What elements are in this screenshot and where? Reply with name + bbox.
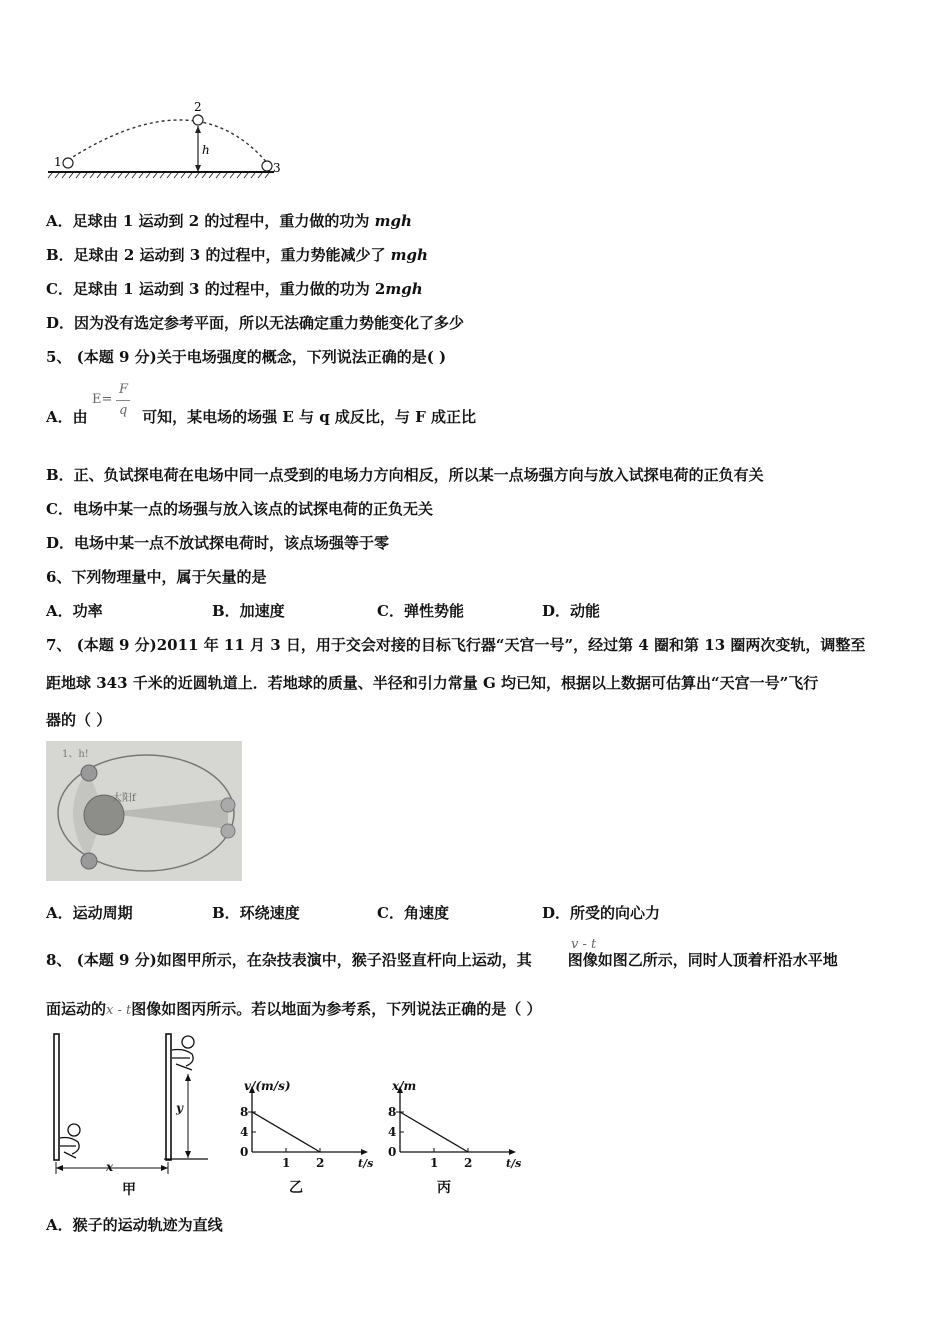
x-axis-label: t/s xyxy=(358,1157,374,1170)
football-trajectory-figure xyxy=(46,98,286,180)
label-y: y xyxy=(176,1101,183,1115)
x-tick-label: 2 xyxy=(464,1156,473,1170)
q8-option-a: A．猴子的运动轨迹为直线 xyxy=(46,1216,223,1234)
y-tick-label: 0 xyxy=(388,1145,397,1159)
x-axis-arrow xyxy=(509,1149,516,1155)
caption-jia: 甲 xyxy=(122,1182,136,1198)
label-h: h xyxy=(202,143,210,157)
monkey-bottom xyxy=(60,1124,80,1158)
q4-option-b: B．足球由 2 运动到 3 的过程中，重力势能减少了 mgh xyxy=(46,246,428,264)
chart-caption: 乙 xyxy=(289,1180,303,1196)
q7-stem-line-3: 器的（ ） xyxy=(46,711,112,729)
q6-option-d: D．动能 xyxy=(542,602,601,620)
y-axis-label: x/m xyxy=(392,1079,417,1093)
label-3: 3 xyxy=(273,161,281,175)
planet-right-1 xyxy=(221,798,235,812)
field-formula xyxy=(92,382,136,422)
formula-lhs: E= xyxy=(92,392,113,407)
q6-option-a: A．功率 xyxy=(46,602,103,620)
x-axis-label: t/s xyxy=(506,1157,522,1170)
y-tick-label: 8 xyxy=(388,1105,397,1119)
q7-option-d: D．所受的向心力 xyxy=(542,904,661,922)
series-line xyxy=(252,1112,320,1152)
x-tick-label: 2 xyxy=(316,1156,325,1170)
chart-caption: 丙 xyxy=(437,1180,451,1196)
q5-stem: 5、 (本题 9 分)关于电场强度的概念，下列说法正确的是( ) xyxy=(46,348,447,366)
label-x: x xyxy=(106,1160,114,1174)
q8-stem-line-1: 8、 (本题 9 分)如图甲所示，在杂技表演中，猴子沿竖直杆向上运动，其 图像如图乙所示，同时人顶着杆沿水平地 xyxy=(46,951,838,969)
x-axis-arrow xyxy=(361,1149,368,1155)
q4-option-d: D．因为没有选定参考平面，所以无法确定重力势能变化了多少 xyxy=(46,314,465,332)
chart-bing-xt xyxy=(372,1072,532,1204)
q7-stem-line-2: 距地球 343 千米的近圆轨道上．若地球的质量、半径和引力常量 G 均已知，根据以上数据可估算出“天宫一号”飞行 xyxy=(46,674,819,692)
q7-option-c: C．角速度 xyxy=(377,904,449,922)
q7-option-a: A．运动周期 xyxy=(46,904,133,922)
y-tick-label: 4 xyxy=(388,1125,397,1139)
y-tick-label: 0 xyxy=(240,1145,249,1159)
x-tick-label: 1 xyxy=(430,1156,439,1170)
formula-denominator: q xyxy=(119,403,128,418)
q4-option-c: C．足球由 1 运动到 3 的过程中，重力做的功为 2mgh xyxy=(46,280,423,298)
y-axis-label: v/(m/s) xyxy=(244,1079,291,1093)
q6-option-c: C．弹性势能 xyxy=(377,602,464,620)
q6-stem: 6、下列物理量中，属于矢量的是 xyxy=(46,568,267,586)
x-tick-label: 1 xyxy=(282,1156,291,1170)
photo-label-2: 太阳f xyxy=(112,793,136,804)
q8-stem-line-2: 面运动的x - t图像如图丙所示。若以地面为参考系，下列说法正确的是（ ） xyxy=(46,1000,542,1018)
q7-stem-line-1: 7、 (本题 9 分)2011 年 11 月 3 日，用于交会对接的目标飞行器“天宫一号”，经过第 4 圈和第 13 圈两次变轨，调整至 xyxy=(46,636,866,654)
planet-right-2 xyxy=(221,824,235,838)
pole-right xyxy=(166,1034,171,1160)
formula-fraction-bar xyxy=(116,400,130,401)
orbit-photo xyxy=(46,741,242,881)
q5-option-a: A．由 可知，某电场的场强 E 与 q 成反比，与 F 成正比 xyxy=(46,408,477,426)
q4-option-a: A．足球由 1 运动到 2 的过程中，重力做的功为 mgh xyxy=(46,212,412,230)
chart-yi-vt xyxy=(224,1072,374,1204)
q5-option-d: D．电场中某一点不放试探电荷时，该点场强等于零 xyxy=(46,534,390,552)
photo-label-1: 1、h! xyxy=(62,749,89,760)
ball-position-1 xyxy=(63,158,73,168)
orbit-diagram xyxy=(46,741,242,881)
ball-position-3 xyxy=(262,161,272,171)
q5-option-b: B．正、负试探电荷在电场中同一点受到的电场力方向相反，所以某一点场强方向与放入试探电荷的正负有关 xyxy=(46,466,764,484)
vt-label: v - t xyxy=(571,937,597,952)
label-1: 1 xyxy=(54,155,62,169)
planet-bottom xyxy=(81,853,97,869)
q5-option-c: C．电场中某一点的场强与放入该点的试探电荷的正负无关 xyxy=(46,500,433,518)
y-tick-label: 8 xyxy=(240,1105,249,1119)
q7-option-b: B．环绕速度 xyxy=(212,904,300,922)
monkey-top xyxy=(172,1036,194,1070)
trajectory-arc xyxy=(68,120,268,164)
planet-top xyxy=(81,765,97,781)
figure-jia xyxy=(46,1032,226,1204)
label-2: 2 xyxy=(194,100,202,114)
formula-numerator: F xyxy=(119,382,129,397)
pole-left xyxy=(54,1034,59,1160)
xt-label: x - t xyxy=(106,1003,132,1018)
ball-position-2 xyxy=(193,115,203,125)
ground-hatching xyxy=(48,173,269,178)
series-line xyxy=(400,1112,468,1152)
q6-option-b: B．加速度 xyxy=(212,602,285,620)
y-tick-label: 4 xyxy=(240,1125,249,1139)
